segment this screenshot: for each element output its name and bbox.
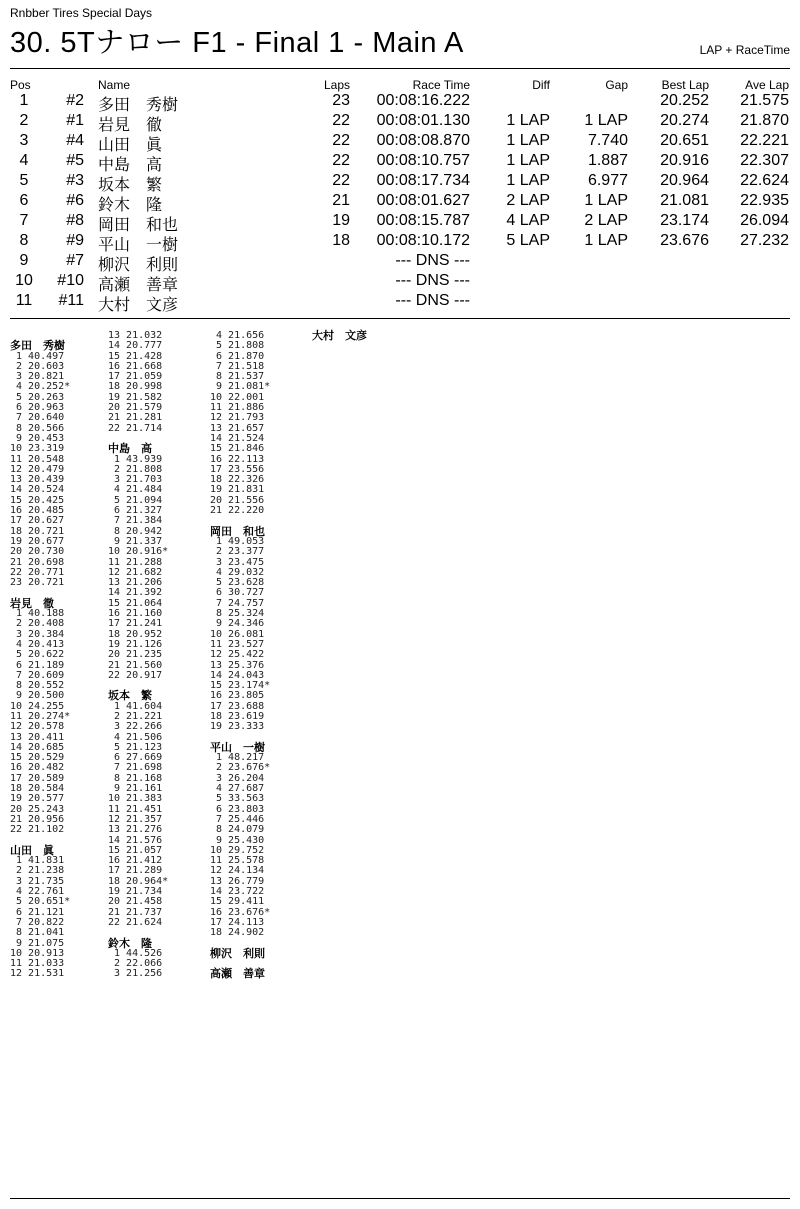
result-row <box>0 172 800 192</box>
lap-time: 12 20.479 <box>10 463 65 475</box>
lap-time: 1 43.939 <box>108 453 163 465</box>
lap-time: 2 21.221 <box>108 710 163 722</box>
cell-pos: 1 <box>19 92 29 109</box>
cell-pos: 4 <box>19 152 29 169</box>
lap-time: 12 20.578 <box>10 721 65 733</box>
lap-time: 13 26.779 <box>210 875 265 887</box>
cell-time: 00:08:08.870 <box>376 132 470 149</box>
cell-time: 00:08:17.734 <box>376 172 470 189</box>
cell-ave: 26.094 <box>740 212 789 229</box>
cell-name: 中島 高 <box>98 157 163 174</box>
lap-time: 4 21.484 <box>108 484 163 496</box>
lap-time: 9 21.337 <box>108 535 163 547</box>
lap-time: 10 29.752 <box>210 844 265 856</box>
lap-time: 7 21.384 <box>108 515 163 527</box>
lap-time: 10 23.319 <box>10 443 65 455</box>
lap-time: 15 20.529 <box>10 752 65 764</box>
cell-best: 20.964 <box>660 172 709 189</box>
cell-gap: 1.887 <box>587 152 628 169</box>
column-header: Gap <box>605 78 628 92</box>
cell-no: #2 <box>66 92 84 109</box>
driver-name: 山田 眞 <box>10 844 54 857</box>
lap-time: 17 20.627 <box>10 515 65 527</box>
results-header <box>0 78 800 92</box>
lap-time: 3 22.266 <box>108 721 163 733</box>
cell-diff: 5 LAP <box>506 232 550 249</box>
lap-time: 5 20.263 <box>10 391 65 403</box>
driver-name: 中島 高 <box>108 443 152 456</box>
cell-ave: 27.232 <box>740 232 789 249</box>
lap-time: 6 21.189 <box>10 659 65 671</box>
lap-time: 5 33.563 <box>210 793 265 805</box>
cell-no: #4 <box>66 132 84 149</box>
result-row <box>0 152 800 172</box>
cell-pos: 7 <box>19 212 29 229</box>
cell-diff: 1 LAP <box>506 112 550 129</box>
lap-time: 5 21.808 <box>210 340 265 352</box>
lap-time: 10 20.916* <box>108 546 169 558</box>
lap-time: 7 24.757 <box>210 597 265 609</box>
lap-time: 1 41.831 <box>10 855 65 867</box>
lap-time: 20 21.235 <box>108 649 163 661</box>
driver-name: 鈴木 隆 <box>108 937 152 950</box>
lap-time: 18 23.619 <box>210 710 265 722</box>
lap-time: 1 49.053 <box>210 535 265 547</box>
cell-name: 大村 文彦 <box>98 297 179 314</box>
cell-laps: 18 <box>332 232 350 249</box>
lap-time: 19 21.734 <box>108 886 163 898</box>
lap-time: 11 23.527 <box>210 638 265 650</box>
cell-gap: 1 LAP <box>584 192 628 209</box>
lap-time: 1 41.604 <box>108 700 163 712</box>
lap-time: 1 40.497 <box>10 350 65 362</box>
results-rule <box>10 318 790 319</box>
lap-time: 21 21.281 <box>108 412 163 424</box>
result-row <box>0 232 800 252</box>
cell-name: 高瀬 善章 <box>98 277 179 294</box>
cell-diff: 1 LAP <box>506 152 550 169</box>
lap-time: 16 21.412 <box>108 855 163 867</box>
lap-time: 7 25.446 <box>210 813 265 825</box>
cell-no: #5 <box>66 152 84 169</box>
lap-time: 7 20.640 <box>10 412 65 424</box>
lap-time: 1 40.188 <box>10 608 65 620</box>
cell-ave: 22.221 <box>740 132 789 149</box>
lap-time: 14 21.576 <box>108 834 163 846</box>
lap-time: 15 21.428 <box>108 350 163 362</box>
cell-ave: 22.307 <box>740 152 789 169</box>
cell-no: #6 <box>66 192 84 209</box>
lap-time: 15 21.057 <box>108 844 163 856</box>
lap-time: 10 24.255 <box>10 700 65 712</box>
spacer <box>108 928 208 938</box>
lap-time: 11 20.274* <box>10 710 71 722</box>
lap-time: 6 21.870 <box>210 350 265 362</box>
lap-time: 14 21.392 <box>108 587 163 599</box>
lap-time: 13 21.276 <box>108 824 163 836</box>
lap-time: 12 21.682 <box>108 566 163 578</box>
lap-time: 7 21.518 <box>210 360 265 372</box>
cell-dns: --- DNS --- <box>395 252 470 269</box>
lap-time: 7 20.822 <box>10 916 65 928</box>
cell-diff: 1 LAP <box>506 172 550 189</box>
lap-column <box>312 331 412 341</box>
cell-best: 23.676 <box>660 232 709 249</box>
driver-name: 高瀬 善章 <box>210 968 265 981</box>
lap-time: 4 29.032 <box>210 566 265 578</box>
lap-time: 22 21.714 <box>108 422 163 434</box>
cell-pos: 6 <box>19 192 29 209</box>
result-row <box>0 132 800 152</box>
cell-name: 岡田 和也 <box>98 217 179 234</box>
lap-time: 19 23.333 <box>210 721 265 733</box>
lap-time: 9 24.346 <box>210 618 265 630</box>
cell-time: 00:08:16.222 <box>376 92 470 109</box>
cell-diff: 4 LAP <box>506 212 550 229</box>
lap-time: 6 23.803 <box>210 803 265 815</box>
lap-time: 10 26.081 <box>210 628 265 640</box>
lap-time: 5 21.094 <box>108 494 163 506</box>
lap-time: 19 21.582 <box>108 391 163 403</box>
cell-laps: 22 <box>332 172 350 189</box>
cell-laps: 22 <box>332 112 350 129</box>
lap-time: 22 20.771 <box>10 566 65 578</box>
lap-time: 2 21.808 <box>108 463 163 475</box>
lap-time: 13 21.032 <box>108 330 163 341</box>
lap-time: 2 23.377 <box>210 546 265 558</box>
lap-time: 18 22.326 <box>210 474 265 486</box>
lap-time: 5 20.651* <box>10 896 71 908</box>
lap-time: 4 22.761 <box>10 886 65 898</box>
result-row <box>0 92 800 112</box>
lap-time: 1 48.217 <box>210 752 265 764</box>
lap-time: 6 30.727 <box>210 587 265 599</box>
lap-time: 8 25.324 <box>210 608 265 620</box>
driver-name: 多田 秀樹 <box>10 340 65 353</box>
lap-time: 10 22.001 <box>210 391 265 403</box>
cell-time: 00:08:10.757 <box>376 152 470 169</box>
column-header: Diff <box>532 78 550 92</box>
cell-no: #11 <box>58 292 84 309</box>
lap-time: 11 20.548 <box>10 453 65 465</box>
cell-dns: --- DNS --- <box>395 292 470 309</box>
lap-time: 8 24.079 <box>210 824 265 836</box>
column-header: Ave Lap <box>745 78 789 92</box>
cell-diff: 2 LAP <box>506 192 550 209</box>
lap-time: 1 44.526 <box>108 947 163 959</box>
lap-time: 11 21.288 <box>108 556 163 568</box>
lap-time: 14 20.524 <box>10 484 65 496</box>
cell-no: #7 <box>66 252 84 269</box>
lap-column <box>210 331 310 980</box>
lap-time: 22 21.102 <box>10 824 65 836</box>
lap-time: 10 20.913 <box>10 947 65 959</box>
lap-time: 16 22.113 <box>210 453 265 465</box>
result-row <box>0 112 800 132</box>
lap-time: 14 20.777 <box>108 340 163 352</box>
cell-no: #9 <box>66 232 84 249</box>
lap-time: 3 20.821 <box>10 371 65 383</box>
lap-time: 21 22.220 <box>210 505 265 517</box>
lap-time: 16 23.805 <box>210 690 265 702</box>
lap-time: 21 21.737 <box>108 906 163 918</box>
cell-pos: 2 <box>19 112 29 129</box>
cell-best: 20.651 <box>660 132 709 149</box>
lap-time: 18 20.964* <box>108 875 169 887</box>
lap-time: 9 21.075 <box>10 937 65 949</box>
lap-time: 21 20.698 <box>10 556 65 568</box>
lap-time: 9 20.500 <box>10 690 65 702</box>
lap-time: 17 20.589 <box>10 772 65 784</box>
lap-time: 14 24.043 <box>210 669 265 681</box>
driver-name: 平山 一樹 <box>210 741 265 754</box>
lap-time: 8 20.942 <box>108 525 163 537</box>
cell-name: 多田 秀樹 <box>98 97 179 114</box>
driver-name: 柳沢 利則 <box>210 947 265 960</box>
cell-gap: 2 LAP <box>584 212 628 229</box>
lap-time: 19 20.677 <box>10 535 65 547</box>
lap-time: 20 21.556 <box>210 494 265 506</box>
lap-time: 16 20.482 <box>10 762 65 774</box>
cell-best: 20.252 <box>660 92 709 109</box>
lap-time: 5 21.123 <box>108 741 163 753</box>
cell-gap: 6.977 <box>587 172 628 189</box>
lap-time: 5 23.628 <box>210 577 265 589</box>
lap-time: 18 20.952 <box>108 628 163 640</box>
cell-name: 坂本 繁 <box>98 177 163 194</box>
cell-pos: 9 <box>19 252 29 269</box>
lap-time: 6 27.669 <box>108 752 163 764</box>
lap-time: 17 21.059 <box>108 371 163 383</box>
lap-time: 13 21.657 <box>210 422 265 434</box>
lap-time: 6 20.963 <box>10 402 65 414</box>
cell-laps: 21 <box>332 192 350 209</box>
cell-ave: 21.870 <box>740 112 789 129</box>
cell-ave: 22.624 <box>740 172 789 189</box>
lap-time: 22 20.917 <box>108 669 163 681</box>
lap-time: 16 21.668 <box>108 360 163 372</box>
cell-ave: 21.575 <box>740 92 789 109</box>
cell-no: #10 <box>57 272 84 289</box>
lap-time: 4 27.687 <box>210 783 265 795</box>
lap-time: 17 21.289 <box>108 865 163 877</box>
cell-time: 00:08:01.130 <box>376 112 470 129</box>
cell-time: 00:08:15.787 <box>376 212 470 229</box>
bottom-rule <box>10 1198 790 1199</box>
cell-time: 00:08:01.627 <box>376 192 470 209</box>
lap-time: 17 23.688 <box>210 700 265 712</box>
cell-laps: 23 <box>332 92 350 109</box>
lap-time: 13 20.411 <box>10 731 65 743</box>
lap-time: 18 20.721 <box>10 525 65 537</box>
result-row <box>0 252 800 272</box>
lap-time: 9 21.161 <box>108 783 163 795</box>
lap-time: 4 20.413 <box>10 638 65 650</box>
lap-time: 2 20.603 <box>10 360 65 372</box>
result-row <box>0 272 800 292</box>
lap-time: 10 21.383 <box>108 793 163 805</box>
lap-time: 15 29.411 <box>210 896 265 908</box>
cell-best: 20.916 <box>660 152 709 169</box>
lap-time: 3 21.256 <box>108 968 163 980</box>
lap-time: 5 20.622 <box>10 649 65 661</box>
result-row <box>0 192 800 212</box>
lap-time: 12 25.422 <box>210 649 265 661</box>
column-header: Laps <box>323 78 350 92</box>
result-row <box>0 212 800 232</box>
lap-time: 3 26.204 <box>210 772 265 784</box>
lap-time: 13 20.439 <box>10 474 65 486</box>
cell-ave: 22.935 <box>740 192 789 209</box>
lap-time: 16 20.485 <box>10 505 65 517</box>
cell-gap: 1 LAP <box>584 112 628 129</box>
column-header: Best Lap <box>661 78 709 92</box>
cell-name: 柳沢 利則 <box>98 257 179 274</box>
lap-time: 18 20.584 <box>10 783 65 795</box>
cell-no: #3 <box>66 172 84 189</box>
lap-time: 12 21.357 <box>108 813 163 825</box>
lap-time: 14 23.722 <box>210 886 265 898</box>
lap-time: 2 23.676* <box>210 762 271 774</box>
cell-best: 23.174 <box>660 212 709 229</box>
cell-name: 鈴木 隆 <box>98 197 163 214</box>
lap-time: 15 20.425 <box>10 494 65 506</box>
lap-time: 8 20.566 <box>10 422 65 434</box>
lap-time: 16 23.676* <box>210 906 271 918</box>
lap-time: 3 20.384 <box>10 628 65 640</box>
lap-time: 18 20.998 <box>108 381 163 393</box>
lap-time: 7 20.609 <box>10 669 65 681</box>
lap-time: 17 24.113 <box>210 916 265 928</box>
lap-time: 9 21.081* <box>210 381 271 393</box>
lap-column <box>10 331 110 980</box>
lap-time: 8 20.552 <box>10 680 65 692</box>
lap-time: 4 21.656 <box>210 330 265 341</box>
lap-time: 12 24.134 <box>210 865 265 877</box>
driver-name: 大村 文彦 <box>312 330 367 342</box>
lap-time: 12 21.531 <box>10 968 65 980</box>
cell-dns: --- DNS --- <box>395 272 470 289</box>
lap-time: 15 21.064 <box>108 597 163 609</box>
lap-time: 14 20.685 <box>10 741 65 753</box>
driver-name: 岩見 徹 <box>10 597 54 610</box>
report-mode: LAP + RaceTime <box>699 43 790 57</box>
lap-time: 6 21.327 <box>108 505 163 517</box>
lap-time: 7 21.698 <box>108 762 163 774</box>
lap-time: 18 24.902 <box>210 927 265 939</box>
cell-pos: 10 <box>15 272 33 289</box>
lap-time: 3 21.703 <box>108 474 163 486</box>
lap-time: 11 21.033 <box>10 958 65 970</box>
cell-laps: 22 <box>332 152 350 169</box>
driver-name: 坂本 繁 <box>108 690 152 703</box>
cell-no: #1 <box>66 112 84 129</box>
result-row <box>0 292 800 312</box>
lap-time: 19 21.831 <box>210 484 265 496</box>
column-header: Race Time <box>412 78 470 92</box>
cell-pos: 11 <box>15 292 33 309</box>
lap-time: 20 21.458 <box>108 896 163 908</box>
driver-name: 岡田 和也 <box>210 525 265 538</box>
lap-time: 15 21.846 <box>210 443 265 455</box>
lap-time: 17 23.556 <box>210 463 265 475</box>
lap-time: 13 25.376 <box>210 659 265 671</box>
cell-best: 20.274 <box>660 112 709 129</box>
event-name: Rnbber Tires Special Days <box>10 6 153 20</box>
cell-pos: 5 <box>19 172 29 189</box>
lap-time: 19 21.126 <box>108 638 163 650</box>
lap-time: 8 21.168 <box>108 772 163 784</box>
lap-time: 3 23.475 <box>210 556 265 568</box>
lap-time: 20 21.579 <box>108 402 163 414</box>
cell-gap: 7.740 <box>587 132 628 149</box>
lap-time: 21 20.956 <box>10 813 65 825</box>
cell-name: 平山 一樹 <box>98 237 179 254</box>
lap-time: 20 25.243 <box>10 803 65 815</box>
cell-laps: 22 <box>332 132 350 149</box>
lap-time: 2 21.238 <box>10 865 65 877</box>
header-rule <box>10 68 790 69</box>
lap-time: 11 21.451 <box>108 803 163 815</box>
lap-time: 2 22.066 <box>108 958 163 970</box>
lap-time: 9 20.453 <box>10 432 65 444</box>
cell-name: 岩見 徹 <box>98 117 163 134</box>
cell-time: 00:08:10.172 <box>376 232 470 249</box>
lap-time: 3 21.735 <box>10 875 65 887</box>
cell-name: 山田 眞 <box>98 137 163 154</box>
lap-time: 15 23.174* <box>210 680 271 692</box>
lap-time: 12 21.793 <box>210 412 265 424</box>
cell-pos: 8 <box>19 232 29 249</box>
lap-time: 8 21.537 <box>210 371 265 383</box>
lap-time: 16 21.160 <box>108 608 163 620</box>
lap-time: 9 25.430 <box>210 834 265 846</box>
lap-time: 8 21.041 <box>10 927 65 939</box>
lap-time: 13 21.206 <box>108 577 163 589</box>
cell-no: #8 <box>66 212 84 229</box>
lap-time: 20 20.730 <box>10 546 65 558</box>
column-header: Pos <box>10 78 31 92</box>
cell-pos: 3 <box>19 132 29 149</box>
lap-time: 17 21.241 <box>108 618 163 630</box>
cell-gap: 1 LAP <box>584 232 628 249</box>
lap-time: 23 20.721 <box>10 577 65 589</box>
lap-time: 4 21.506 <box>108 731 163 743</box>
lap-time: 21 21.560 <box>108 659 163 671</box>
cell-best: 21.081 <box>660 192 709 209</box>
lap-time: 14 21.524 <box>210 432 265 444</box>
lap-time: 22 21.624 <box>108 916 163 928</box>
lap-time: 19 20.577 <box>10 793 65 805</box>
lap-time: 11 25.578 <box>210 855 265 867</box>
cell-diff: 1 LAP <box>506 132 550 149</box>
lap-time: 11 21.886 <box>210 402 265 414</box>
lap-time: 2 20.408 <box>10 618 65 630</box>
lap-time: 6 21.121 <box>10 906 65 918</box>
cell-laps: 19 <box>332 212 350 229</box>
lap-column <box>108 331 208 980</box>
lap-time: 4 20.252* <box>10 381 71 393</box>
column-header: Name <box>98 78 131 92</box>
race-title: 30. 5Tナロー F1 - Final 1 - Main A <box>10 27 464 59</box>
